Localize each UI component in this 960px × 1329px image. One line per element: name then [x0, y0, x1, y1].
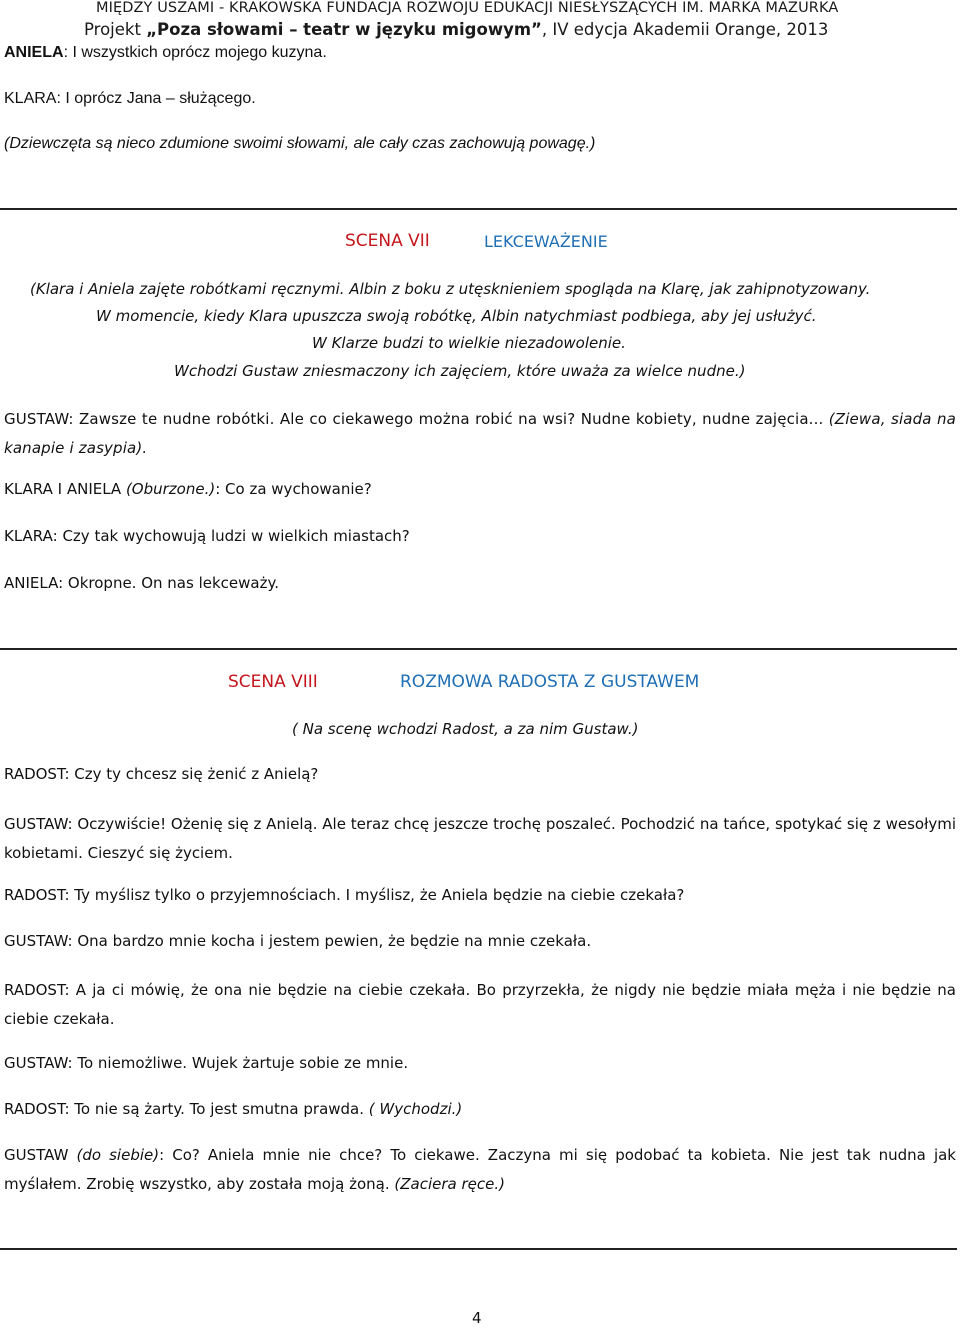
speaker-name: RADOST: [4, 1100, 65, 1118]
dialogue-text: : To nie są żarty. To jest smutna prawda.: [64, 1100, 365, 1118]
scene-title: LEKCEWAŻENIE: [484, 232, 608, 251]
dialogue-text: : Czy tak wychowują ludzi w wielkich miastach?: [52, 527, 410, 545]
stage-direction-line: (Klara i Aniela zajęte robótkami ręcznymi. Albin z boku z utęsknieniem spogląda na Klarę, jak zahipnotyzowany.: [30, 280, 871, 298]
dialogue-radost: [4, 886, 684, 904]
dialogue-text: : Ona bardzo mnie kocha i jestem pewien, że będzie na mnie czekała.: [67, 932, 592, 950]
speaker-name: ANIELA: [4, 44, 64, 61]
speaker-name: GUSTAW: [4, 1054, 68, 1072]
stage-direction-inline: (Zaciera ręce.): [389, 1175, 505, 1193]
scene-title: ROZMOWA RADOSTA Z GUSTAWEM: [400, 672, 700, 692]
stage-direction: ( Na scenę wchodzi Radost, a za nim Gustaw.): [292, 720, 639, 738]
stage-direction-line: Wchodzi Gustaw zniesmaczony ich zajęciem, które uważa za wielce nudne.): [174, 362, 746, 380]
dialogue-aniela: [4, 574, 279, 592]
dialogue-text: : Oczywiście! Ożenię się z Anielą. Ale teraz chcę jeszcze trochę poszaleć. Pochodzić na tańce, spotykać się z wesołymi kobietami. Cieszyć się życiem.: [4, 815, 956, 862]
speaker-name: GUSTAW: [4, 1146, 69, 1164]
header-project-suffix: , IV edycja Akademii Orange, 2013: [541, 20, 829, 39]
dialogue-text: : A ja ci mówię, że ona nie będzie na ciebie czekała. Bo przyrzekła, że nigdy nie będzie miała męża i nie będzie na ciebie czekała.: [4, 981, 956, 1028]
stage-direction: (Dziewczęta są nieco zdumione swoimi słowami, ale cały czas zachowują powagę.): [4, 135, 596, 152]
scene-number: SCENA VIII: [228, 672, 318, 692]
speaker-name: RADOST: [4, 765, 65, 783]
speaker-name: ANIELA: [4, 574, 59, 592]
stage-direction-inline: (Oburzone.): [121, 480, 216, 498]
dialogue-text: : I wszystkich oprócz mojego kuzyna.: [63, 44, 327, 61]
stage-direction-line: W Klarze budzi to wielkie niezadowolenie.: [312, 334, 626, 352]
header-project-title: „Poza słowami – teatr w języku migowym”: [146, 20, 542, 39]
stage-direction-inline: (Ziewa, siada na kanapie i zasypia).: [4, 410, 956, 457]
speaker-name: KLARA: [4, 527, 53, 545]
speaker-name: KLARA I ANIELA: [4, 480, 122, 498]
speaker-name: KLARA: [4, 90, 57, 107]
dialogue-gustaw: [4, 405, 956, 463]
speaker-name: RADOST: [4, 886, 65, 904]
stage-direction-inline: ( Wychodzi.): [364, 1100, 463, 1118]
stage-direction-inline: (do siebie): [68, 1146, 160, 1164]
speaker-name: RADOST: [4, 981, 65, 999]
dialogue-text: : Co za wychowanie?: [215, 480, 372, 498]
header-project-line: [84, 20, 828, 39]
speaker-name: GUSTAW: [4, 815, 68, 833]
scene-number: SCENA VII: [345, 231, 430, 251]
speaker-name: GUSTAW: [4, 410, 69, 428]
dialogue-klara: [4, 527, 410, 545]
header-project-prefix: Projekt: [84, 20, 147, 39]
dialogue-gustaw: [4, 932, 591, 950]
dialogue-line-klara: [4, 90, 256, 108]
dialogue-text: : Czy ty chcesz się żenić z Anielą?: [64, 765, 319, 783]
dialogue-klara-aniela: [4, 480, 372, 498]
dialogue-line-aniela: [4, 44, 327, 62]
dialogue-gustaw: [4, 1054, 408, 1072]
stage-direction-line: W momencie, kiedy Klara upuszcza swoją robótkę, Albin natychmiast podbiega, aby jej usłużyć.: [96, 307, 817, 325]
page-number: 4: [472, 1309, 482, 1327]
speaker-name: GUSTAW: [4, 932, 68, 950]
separator-line: [0, 1248, 957, 1250]
dialogue-text: : I oprócz Jana – służącego.: [56, 90, 256, 107]
dialogue-radost: [4, 765, 318, 783]
separator-line: [0, 648, 957, 650]
dialogue-text: : Ty myślisz tylko o przyjemnościach. I myślisz, że Aniela będzie na ciebie czekała?: [64, 886, 685, 904]
dialogue-text: : Okropne. On nas lekceważy.: [58, 574, 279, 592]
dialogue-radost: [4, 1100, 462, 1118]
dialogue-text: : Zawsze te nudne robótki. Ale co ciekawego można robić na wsi? Nudne kobiety, nudne zajęcia...: [68, 410, 824, 428]
dialogue-text: : Co? Aniela mnie nie chce? To ciekawe. Zaczyna mi się podobać ta kobieta. Nie jest tak nudna jak myślałem. Zrobię wszystko, aby została moją żoną.: [4, 1146, 956, 1193]
dialogue-gustaw: [4, 1141, 956, 1199]
dialogue-gustaw: [4, 810, 956, 868]
header-foundation-line: MIĘDZY USZAMI - KRAKOWSKA FUNDACJA ROZWOJU EDUKACJI NIESŁYSZĄCYCH IM. MARKA MAZURKA: [96, 0, 839, 16]
separator-line: [0, 208, 957, 210]
dialogue-radost: [4, 976, 956, 1034]
dialogue-text: : To niemożliwe. Wujek żartuje sobie ze mnie.: [67, 1054, 409, 1072]
